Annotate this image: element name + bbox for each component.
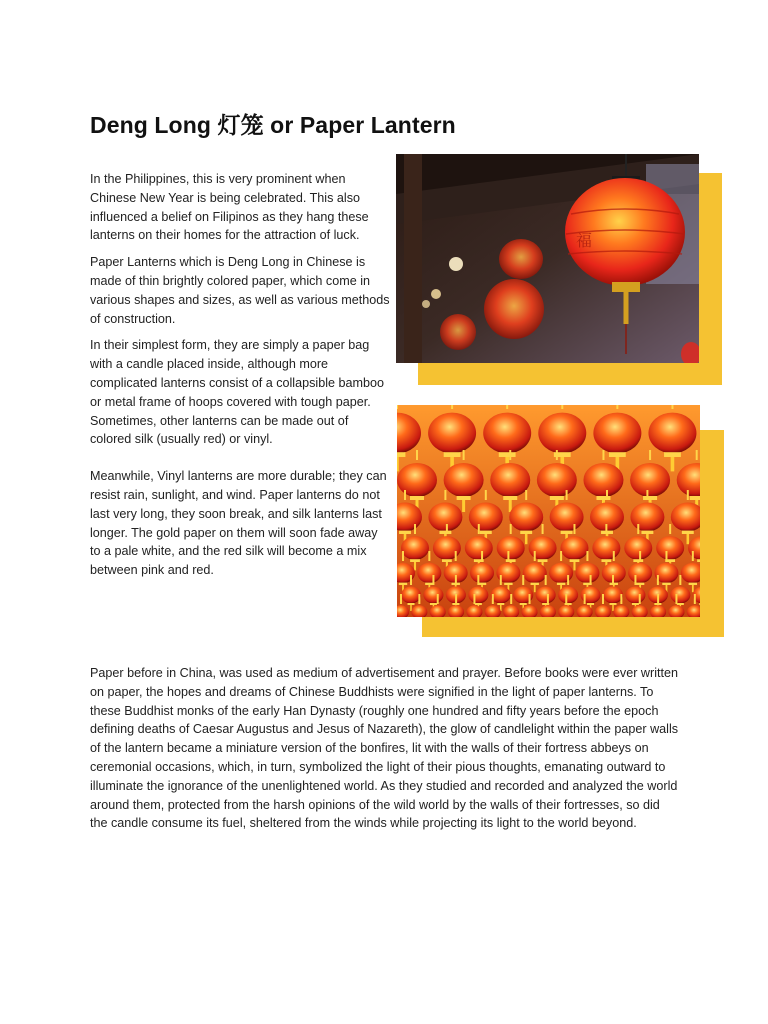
- hanging-lanterns-photo: [396, 154, 699, 363]
- svg-text:福: 福: [576, 231, 593, 250]
- history-paragraph: Paper before in China, was used as medium of advertisement and prayer. Before books were ever written on paper, the hopes and dreams of Chinese Buddhists were signified in the light of paper lanterns. To these Buddhist monks of the early Han Dynasty (roughly one hundred and fifty years before the epoch defining deaths of Caesar Augustus and Jesus of Nazareth), the glow of candlelight within the paper walls of the lantern became a miniature version of the bonfires, lit with the walls of their fortress abbeys on ceremonial occasions, which, in turn, symbolized the light of their pious thoughts, emanating outward to illuminate the ignorance of the unenlightened world. As they studied and recorded and analyzed the world around them, protected from the harsh opinions of the wild world by the walls of their fortresses, so did the candle consume its fuel, sheltered from the winds while projecting its light to the world beyond.: [90, 666, 679, 831]
- paragraph-vinyl-lanterns: Meanwhile, Vinyl lanterns are more durable; they can resist rain, sunlight, and wind. Paper lanterns do not last very long, they soon break, and silk lanterns last longer. The gold paper on them will soon fade away to a pale white, and the red silk will become a mix between pink and red.: [90, 469, 387, 578]
- page-title: Deng Long 灯笼 or Paper Lantern: [90, 112, 456, 139]
- paragraph-simplest-form: In their simplest form, they are simply a paper bag with a candle placed inside, although more complicated lanterns consist of a collapsible bamboo or metal frame of hoops covered with tough paper. Sometimes, other lanterns can be made out of colored silk (usually red) or vinyl.: [90, 338, 385, 447]
- intro-text-column: [90, 170, 390, 588]
- lantern-rows-photo: [397, 405, 700, 617]
- paragraph-philippines: In the Philippines, this is very prominent when Chinese New Year is being celebrated. This also influenced a belief on Filipinos as they hang these lanterns on their homes for the attraction of luck.: [90, 172, 369, 243]
- paragraph-paper-lanterns: Paper Lanterns which is Deng Long in Chinese is made of thin brightly colored paper, which come in various shapes and sizes, as well as various methods of construction.: [90, 255, 390, 326]
